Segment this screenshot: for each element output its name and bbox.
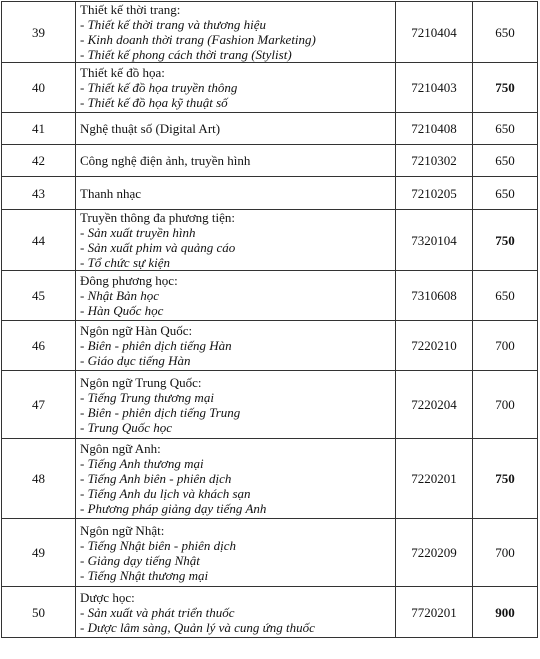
row-number: 42 [2, 145, 76, 177]
table-row [2, 2, 538, 63]
table-row [2, 271, 538, 321]
row-number: 47 [2, 371, 76, 439]
specialization-item: - Nhật Bản học [80, 288, 160, 303]
specialization-item: - Tiếng Trung thương mại [80, 389, 214, 405]
table-row [2, 371, 538, 439]
major-name-cell [76, 439, 396, 519]
major-code: 7210404 [396, 2, 473, 63]
specialization-item: - Biên - phiên dịch tiếng Hàn [80, 338, 232, 353]
major-title: Ngôn ngữ Nhật: [80, 522, 165, 538]
specialization-item: - Sản xuất truyền hình [80, 225, 196, 240]
admission-score: 650 [473, 2, 538, 63]
major-title: Công nghệ điện ảnh, truyền hình [80, 153, 251, 168]
row-number: 39 [2, 2, 76, 63]
major-name-cell [76, 210, 396, 271]
major-name-cell [76, 271, 396, 321]
admission-score: 650 [473, 113, 538, 145]
major-title: Thiết kế đồ họa: [80, 65, 165, 80]
major-name-cell [76, 371, 396, 439]
table-row [2, 321, 538, 371]
major-code: 7210403 [396, 63, 473, 113]
table-row [2, 439, 538, 519]
specialization-item: - Kinh doanh thời trang (Fashion Marketing) [80, 32, 316, 47]
table-row [2, 587, 538, 638]
major-code: 7210408 [396, 113, 473, 145]
specialization-item: - Tiếng Anh biên - phiên dịch [80, 471, 232, 486]
major-name-cell [76, 2, 396, 63]
admission-score: 700 [473, 371, 538, 439]
specialization-item: - Tổ chức sự kiện [80, 255, 170, 270]
admission-score: 700 [473, 321, 538, 371]
row-number: 43 [2, 177, 76, 210]
major-name-cell [76, 519, 396, 587]
table-row [2, 177, 538, 210]
table-row [2, 113, 538, 145]
admission-score: 700 [473, 519, 538, 587]
admission-score: 650 [473, 145, 538, 177]
major-name-cell [76, 321, 396, 371]
row-number: 46 [2, 321, 76, 371]
major-title: Ngôn ngữ Anh: [80, 441, 161, 456]
admission-score: 900 [473, 587, 538, 638]
specialization-item: - Thiết kế đồ họa kỹ thuật số [80, 95, 228, 110]
major-code: 7220201 [396, 439, 473, 519]
specialization-item: - Giảng dạy tiếng Nhật [80, 552, 200, 568]
admission-score: 750 [473, 63, 538, 113]
specialization-item: - Sản xuất và phát triển thuốc [80, 604, 235, 620]
major-code: 7220209 [396, 519, 473, 587]
table-row [2, 63, 538, 113]
row-number: 48 [2, 439, 76, 519]
row-number: 44 [2, 210, 76, 271]
major-name-cell [76, 113, 396, 145]
table-row [2, 210, 538, 271]
major-code: 7310608 [396, 271, 473, 321]
table-row [2, 519, 538, 587]
major-code: 7320104 [396, 210, 473, 271]
major-name-cell [76, 63, 396, 113]
specialization-item: - Tiếng Nhật biên - phiên dịch [80, 537, 236, 553]
admission-score: 650 [473, 271, 538, 321]
major-code: 7220210 [396, 321, 473, 371]
specialization-item: - Thiết kế đồ họa truyền thông [80, 80, 238, 95]
specialization-item: - Sản xuất phim và quảng cáo [80, 240, 236, 255]
specialization-item: - Tiếng Nhật thương mại [80, 567, 209, 583]
majors-table-body [2, 2, 538, 638]
row-number: 45 [2, 271, 76, 321]
row-number: 40 [2, 63, 76, 113]
specialization-item: - Thiết kế thời trang và thương hiệu [80, 17, 266, 32]
major-code: 7220204 [396, 371, 473, 439]
row-number: 49 [2, 519, 76, 587]
specialization-item: - Tiếng Anh thương mại [80, 456, 204, 471]
specialization-item: - Biên - phiên dịch tiếng Trung [80, 404, 241, 420]
major-title: Ngôn ngữ Hàn Quốc: [80, 323, 193, 338]
row-number: 41 [2, 113, 76, 145]
major-title: Thiết kế thời trang: [80, 2, 181, 17]
major-code: 7210302 [396, 145, 473, 177]
specialization-item: - Trung Quốc học [80, 419, 173, 435]
major-title: Nghệ thuật số (Digital Art) [80, 121, 221, 136]
row-number: 50 [2, 587, 76, 638]
specialization-item: - Thiết kế phong cách thời trang (Stylist) [80, 47, 292, 62]
major-code: 7720201 [396, 587, 473, 638]
specialization-item: - Tiếng Anh du lịch và khách sạn [80, 486, 251, 501]
major-name-cell [76, 177, 396, 210]
major-title: Dược học: [80, 589, 135, 605]
admission-score: 750 [473, 210, 538, 271]
table-row [2, 145, 538, 177]
specialization-item: - Dược lâm sàng, Quản lý và cung ứng thuốc [80, 619, 315, 635]
specialization-item: - Giáo dục tiếng Hàn [80, 353, 191, 368]
major-title: Đông phương học: [80, 273, 178, 288]
specialization-item: - Phương pháp giảng dạy tiếng Anh [80, 501, 267, 516]
major-title: Ngôn ngữ Trung Quốc: [80, 374, 202, 390]
majors-table [1, 1, 538, 638]
specialization-item: - Hàn Quốc học [80, 303, 164, 318]
major-code: 7210205 [396, 177, 473, 210]
admission-score: 650 [473, 177, 538, 210]
major-title: Thanh nhạc [80, 185, 142, 201]
major-name-cell [76, 145, 396, 177]
major-title: Truyền thông đa phương tiện: [80, 210, 235, 225]
admission-score: 750 [473, 439, 538, 519]
major-name-cell [76, 587, 396, 638]
